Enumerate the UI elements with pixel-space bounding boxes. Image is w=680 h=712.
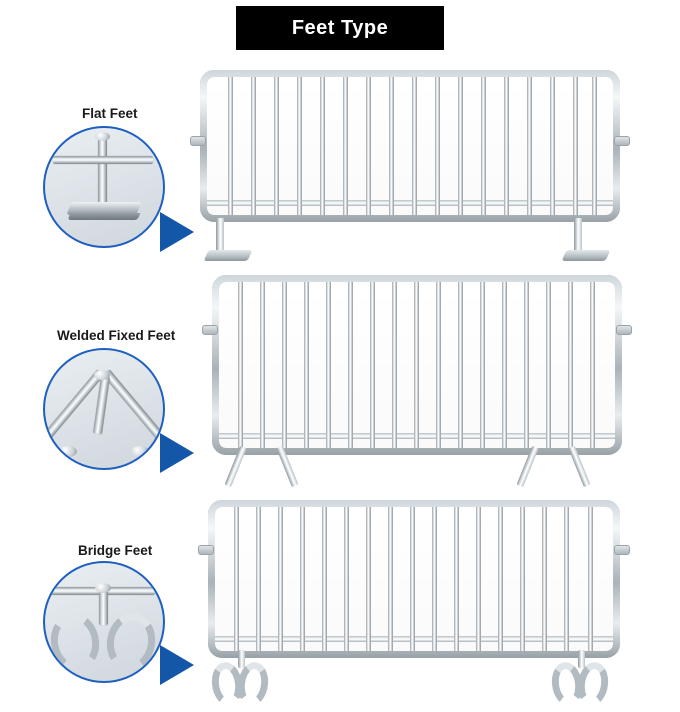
foot-welded-right (524, 447, 594, 487)
welded-fixed-feet-detail-photo (43, 348, 165, 470)
pointer-arrow-welded-fixed-feet (160, 433, 194, 473)
label-welded-fixed-feet: Welded Fixed Feet (57, 328, 176, 343)
section-bridge-feet (0, 495, 680, 712)
page-title-text: Feet Type (291, 16, 389, 39)
bridge-feet-detail-photo (43, 561, 165, 683)
label-flat-feet: Flat Feet (82, 106, 138, 121)
barrier-flat-feet (200, 70, 620, 222)
label-bridge-feet: Bridge Feet (78, 543, 153, 558)
pointer-arrow-bridge-feet (160, 645, 194, 685)
foot-welded-left (232, 447, 302, 487)
barrier-welded-fixed-feet (212, 275, 622, 455)
barrier-bridge-feet (208, 500, 620, 658)
foot-bridge-left (212, 650, 274, 700)
flat-feet-detail-photo (43, 126, 165, 248)
section-welded-fixed-feet (0, 265, 680, 495)
section-flat-feet (0, 0, 680, 265)
foot-bridge-right (552, 650, 614, 700)
pointer-arrow-flat-feet (160, 212, 194, 252)
